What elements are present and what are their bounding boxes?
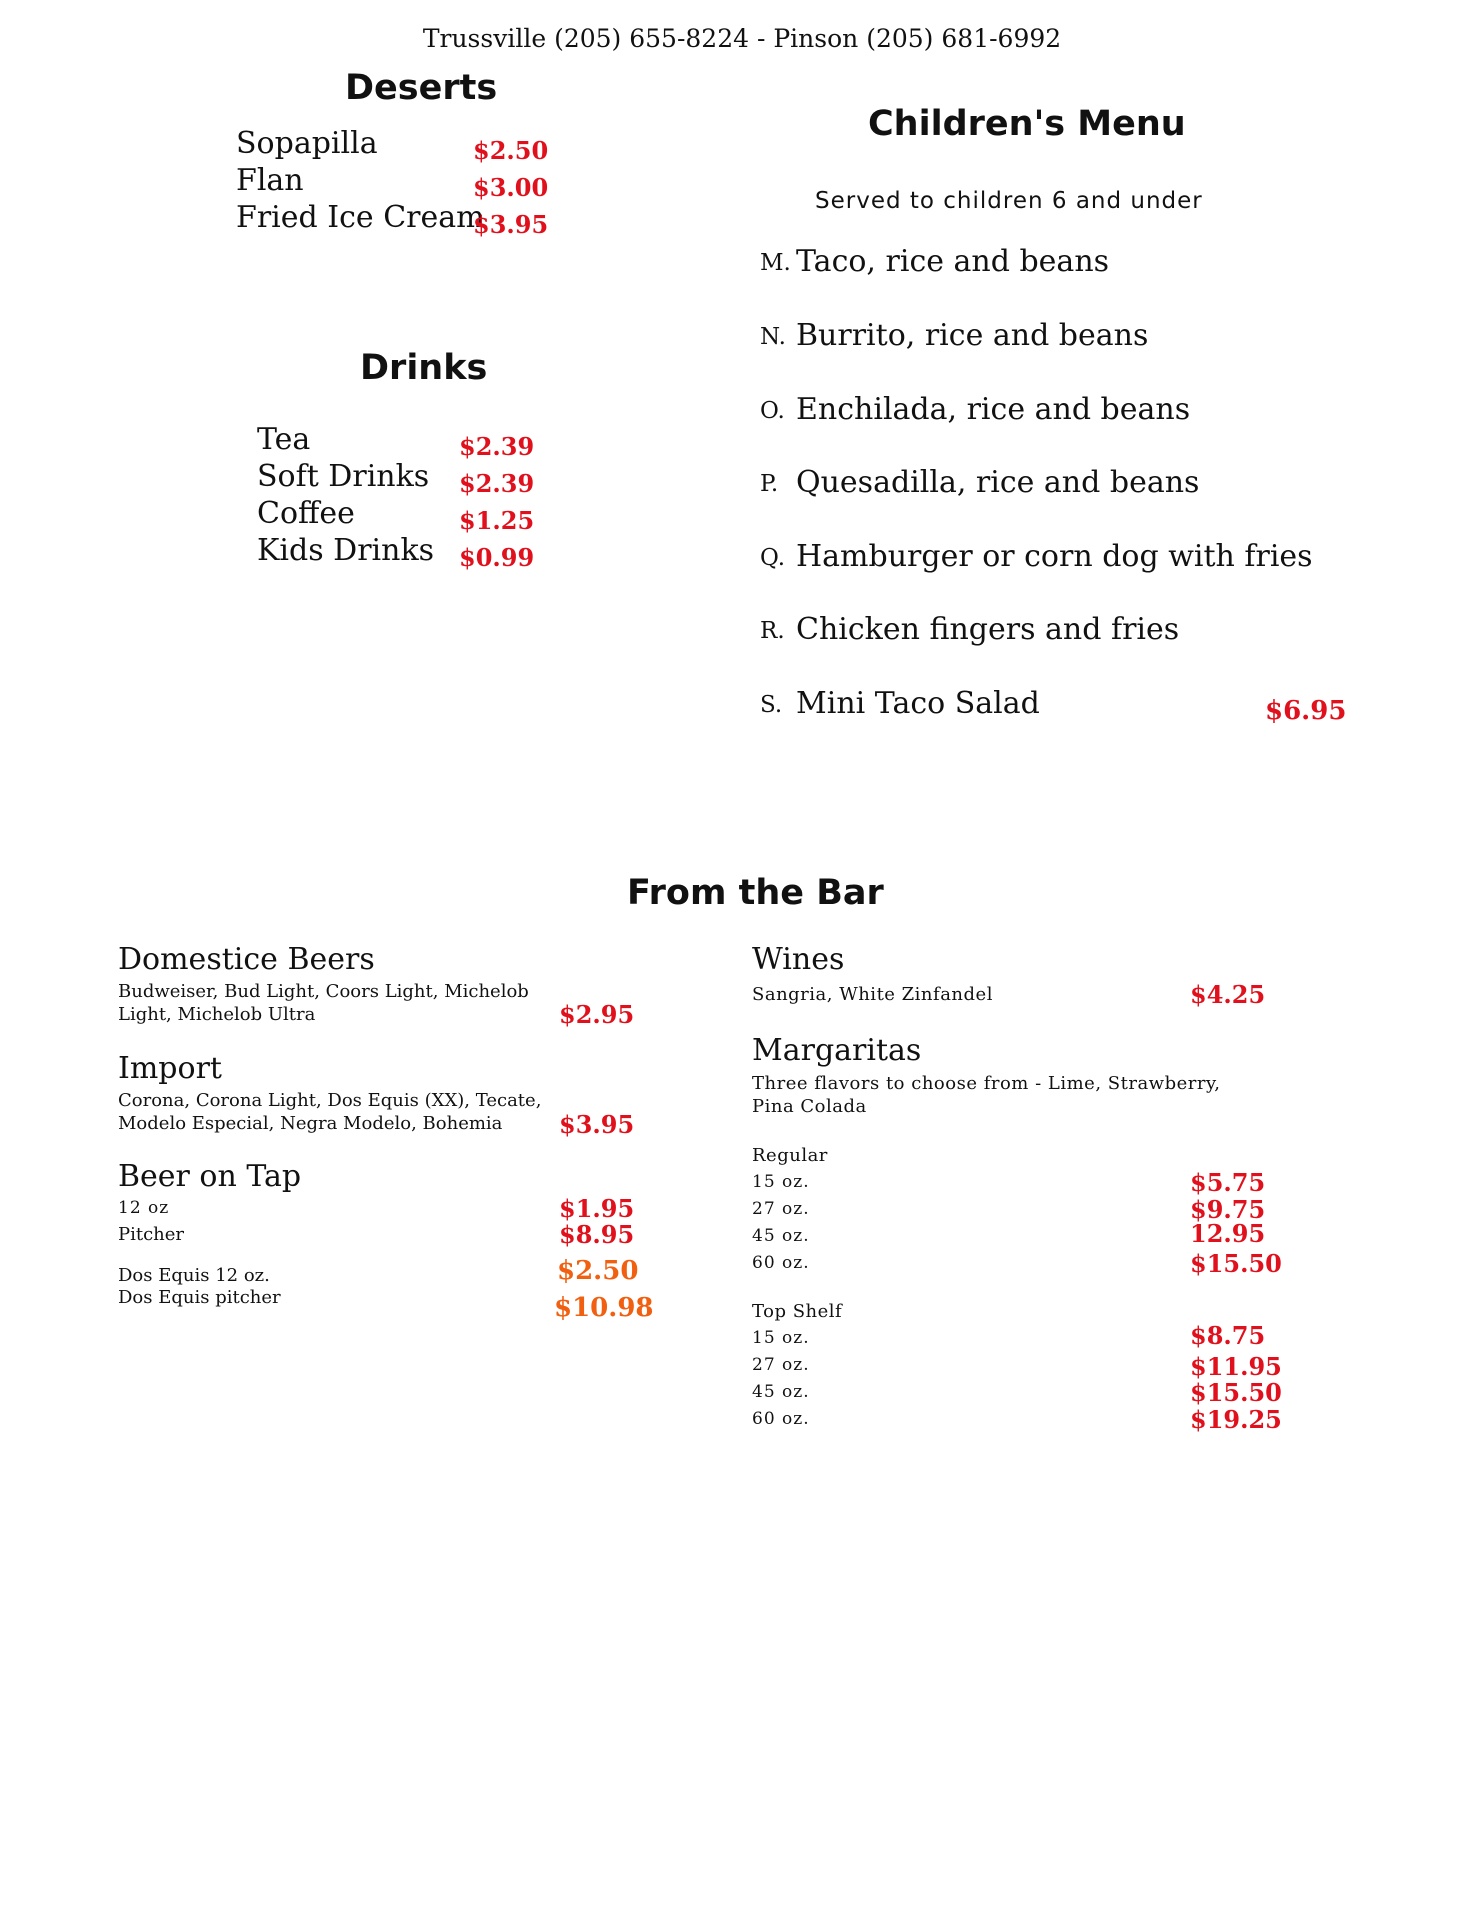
margarita-price: $9.75 [1190,1195,1266,1224]
margarita-price: $19.25 [1190,1405,1282,1434]
margaritas-desc: Pina Colada [752,1096,867,1117]
margarita-size: 45 oz. [752,1226,810,1246]
menu-item-price: $3.95 [473,210,549,239]
margarita-size: 27 oz. [752,1355,810,1375]
margarita-price: $15.50 [1190,1378,1282,1407]
list-item-name: Chicken fingers and fries [796,612,1180,647]
margarita-size: 15 oz. [752,1172,810,1192]
menu-item-name: Flan [236,163,304,198]
list-item-letter: O. [760,398,785,424]
menu-item-name: Coffee [257,496,355,531]
beer-on-tap-title: Beer on Tap [118,1159,302,1194]
drinks-title: Drinks [360,348,488,388]
margaritas-desc: Three flavors to choose from - Lime, Strawberry, [752,1073,1221,1094]
children-menu-subtitle: Served to children 6 and under [815,188,1203,214]
tap-size-label: 12 oz [118,1198,170,1218]
domestic-beers-desc: Budweiser, Bud Light, Coors Light, Michelob [118,981,529,1002]
domestic-beers-desc: Light, Michelob Ultra [118,1004,316,1025]
margaritas-title: Margaritas [752,1033,922,1068]
menu-item-price: $2.50 [473,136,549,165]
menu-item-price: $3.00 [473,173,549,202]
margarita-size: 45 oz. [752,1382,810,1402]
import-title: Import [118,1051,222,1086]
children-menu-price: $6.95 [1265,696,1347,726]
tap-size-label: Pitcher [118,1224,185,1245]
children-menu-title: Children's Menu [868,104,1186,144]
list-item-name: Burrito, rice and beans [796,318,1149,353]
import-desc: Corona, Corona Light, Dos Equis (XX), Tecate, [118,1090,542,1111]
margarita-price: $8.75 [1190,1321,1266,1350]
domestic-beers-price: $2.95 [559,1000,635,1029]
wines-title: Wines [752,942,845,977]
list-item-name: Hamburger or corn dog with fries [796,539,1313,574]
list-item-name: Mini Taco Salad [796,686,1040,721]
tap-size-label: Dos Equis pitcher [118,1287,281,1308]
wines-desc: Sangria, White Zinfandel [752,984,993,1005]
list-item-letter: R. [760,618,785,644]
deserts-title: Deserts [345,68,498,108]
menu-item-name: Tea [257,422,311,457]
margarita-price: $5.75 [1190,1168,1266,1197]
list-item-name: Taco, rice and beans [796,244,1110,279]
margarita-size: 15 oz. [752,1328,810,1348]
menu-item-price: $2.39 [459,469,535,498]
margarita-size: 60 oz. [752,1409,810,1429]
list-item-letter: Q. [760,545,786,571]
menu-item-name: Soft Drinks [257,459,430,494]
margarita-price: $11.95 [1190,1352,1282,1381]
bar-title: From the Bar [627,873,884,913]
margaritas-top-shelf-label: Top Shelf [752,1301,843,1322]
margaritas-regular-label: Regular [752,1145,828,1166]
import-price: $3.95 [559,1110,635,1139]
tap-price: $10.98 [554,1293,654,1323]
import-desc: Modelo Especial, Negra Modelo, Bohemia [118,1113,503,1134]
list-item-letter: M. [760,250,791,276]
list-item-letter: N. [760,324,786,350]
tap-price: $1.95 [559,1194,635,1223]
margarita-size: 60 oz. [752,1253,810,1273]
menu-item-price: $1.25 [459,506,535,535]
list-item-letter: S. [760,692,783,718]
menu-item-name: Fried Ice Cream [236,200,485,235]
domestic-beers-title: Domestice Beers [118,942,375,977]
tap-price: $8.95 [559,1220,635,1249]
list-item-name: Enchilada, rice and beans [796,392,1191,427]
wines-price: $4.25 [1190,980,1266,1009]
list-item-letter: P. [760,471,779,497]
menu-item-name: Kids Drinks [257,533,435,568]
menu-item-price: $0.99 [459,543,535,572]
margarita-size: 27 oz. [752,1199,810,1219]
tap-size-label: Dos Equis 12 oz. [118,1265,270,1286]
list-item-name: Quesadilla, rice and beans [796,465,1200,500]
tap-price: $2.50 [557,1256,639,1286]
header-phones: Trussville (205) 655-8224 - Pinson (205) 681-6992 [422,24,1062,53]
menu-item-price: $2.39 [459,432,535,461]
menu-item-name: Sopapilla [236,126,378,161]
margarita-price: $15.50 [1190,1249,1282,1278]
margarita-price: 12.95 [1190,1219,1266,1248]
